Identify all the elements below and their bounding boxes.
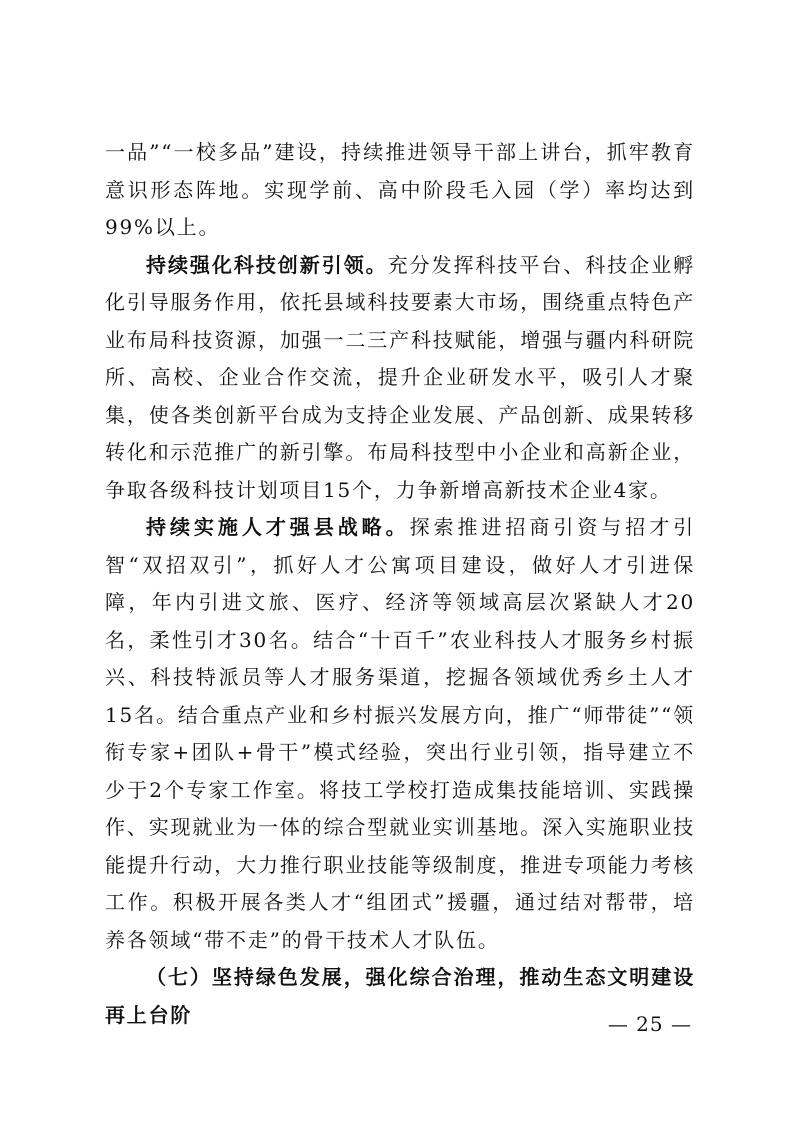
paragraph-text: 一品”“一校多品”建设，持续推进领导干部上讲台，抓牢教育意识形态阵地。实现学前、高中阶段毛入园（学）率均达到99%以上。 [105,140,695,239]
paragraph-tech-innovation [105,247,695,510]
paragraph-lead-heading: 持续实施人才强县战略。 [146,515,410,539]
paragraph-text: 探索推进招商引资与招才引智“双招双引”，抓好人才公寓项目建设，做好人才引进保障，年内引进文旅、医疗、经济等领域高层次紧缺人才20名，柔性引才30名。结合“十百千”农业科技人才服务乡村振兴、科技特派员等人才服务渠道，挖掘各领域优秀乡土人才15名。结合重点产业和乡村振兴发展方向，推广“师带徒”“领衔专家+团队+骨干”模式经验，突出行业引领，指导建立不少于2个专家工作室。将技工学校打造成集技能培训、实践操作、实现就业为一体的综合型就业实训基地。深入实施职业技能提升行动，大力推行职业技能等级制度，推进专项能力考核工作。积极开展各类人才“组团式”援疆，通过结对帮带，培养各领域“带不走”的骨干技术人才队伍。 [105,515,695,952]
section-heading: （七）坚持绿色发展，强化综合治理，推动生态文明建设再上台阶 [105,965,695,1027]
paragraph-lead-heading: 持续强化科技创新引领。 [146,252,388,277]
document-body [105,134,695,1034]
paragraph-talent-strategy [105,509,695,959]
page-number: — 25 — [607,1012,692,1036]
paragraph-education [105,134,695,247]
paragraph-text: 充分发挥科技平台、科技企业孵化引导服务作用，依托县域科技要素大市场，围绕重点特色产业布局科技资源，加强一二三产科技赋能，增强与疆内科研院所、高校、企业合作交流，提升企业研发水平，吸引人才聚集，使各类创新平台成为支持企业发展、产品创新、成果转移转化和示范推广的新引擎。布局科技型中小企业和高新企业，争取各级科技计划项目15个，力争新增高新技术企业4家。 [105,252,695,502]
